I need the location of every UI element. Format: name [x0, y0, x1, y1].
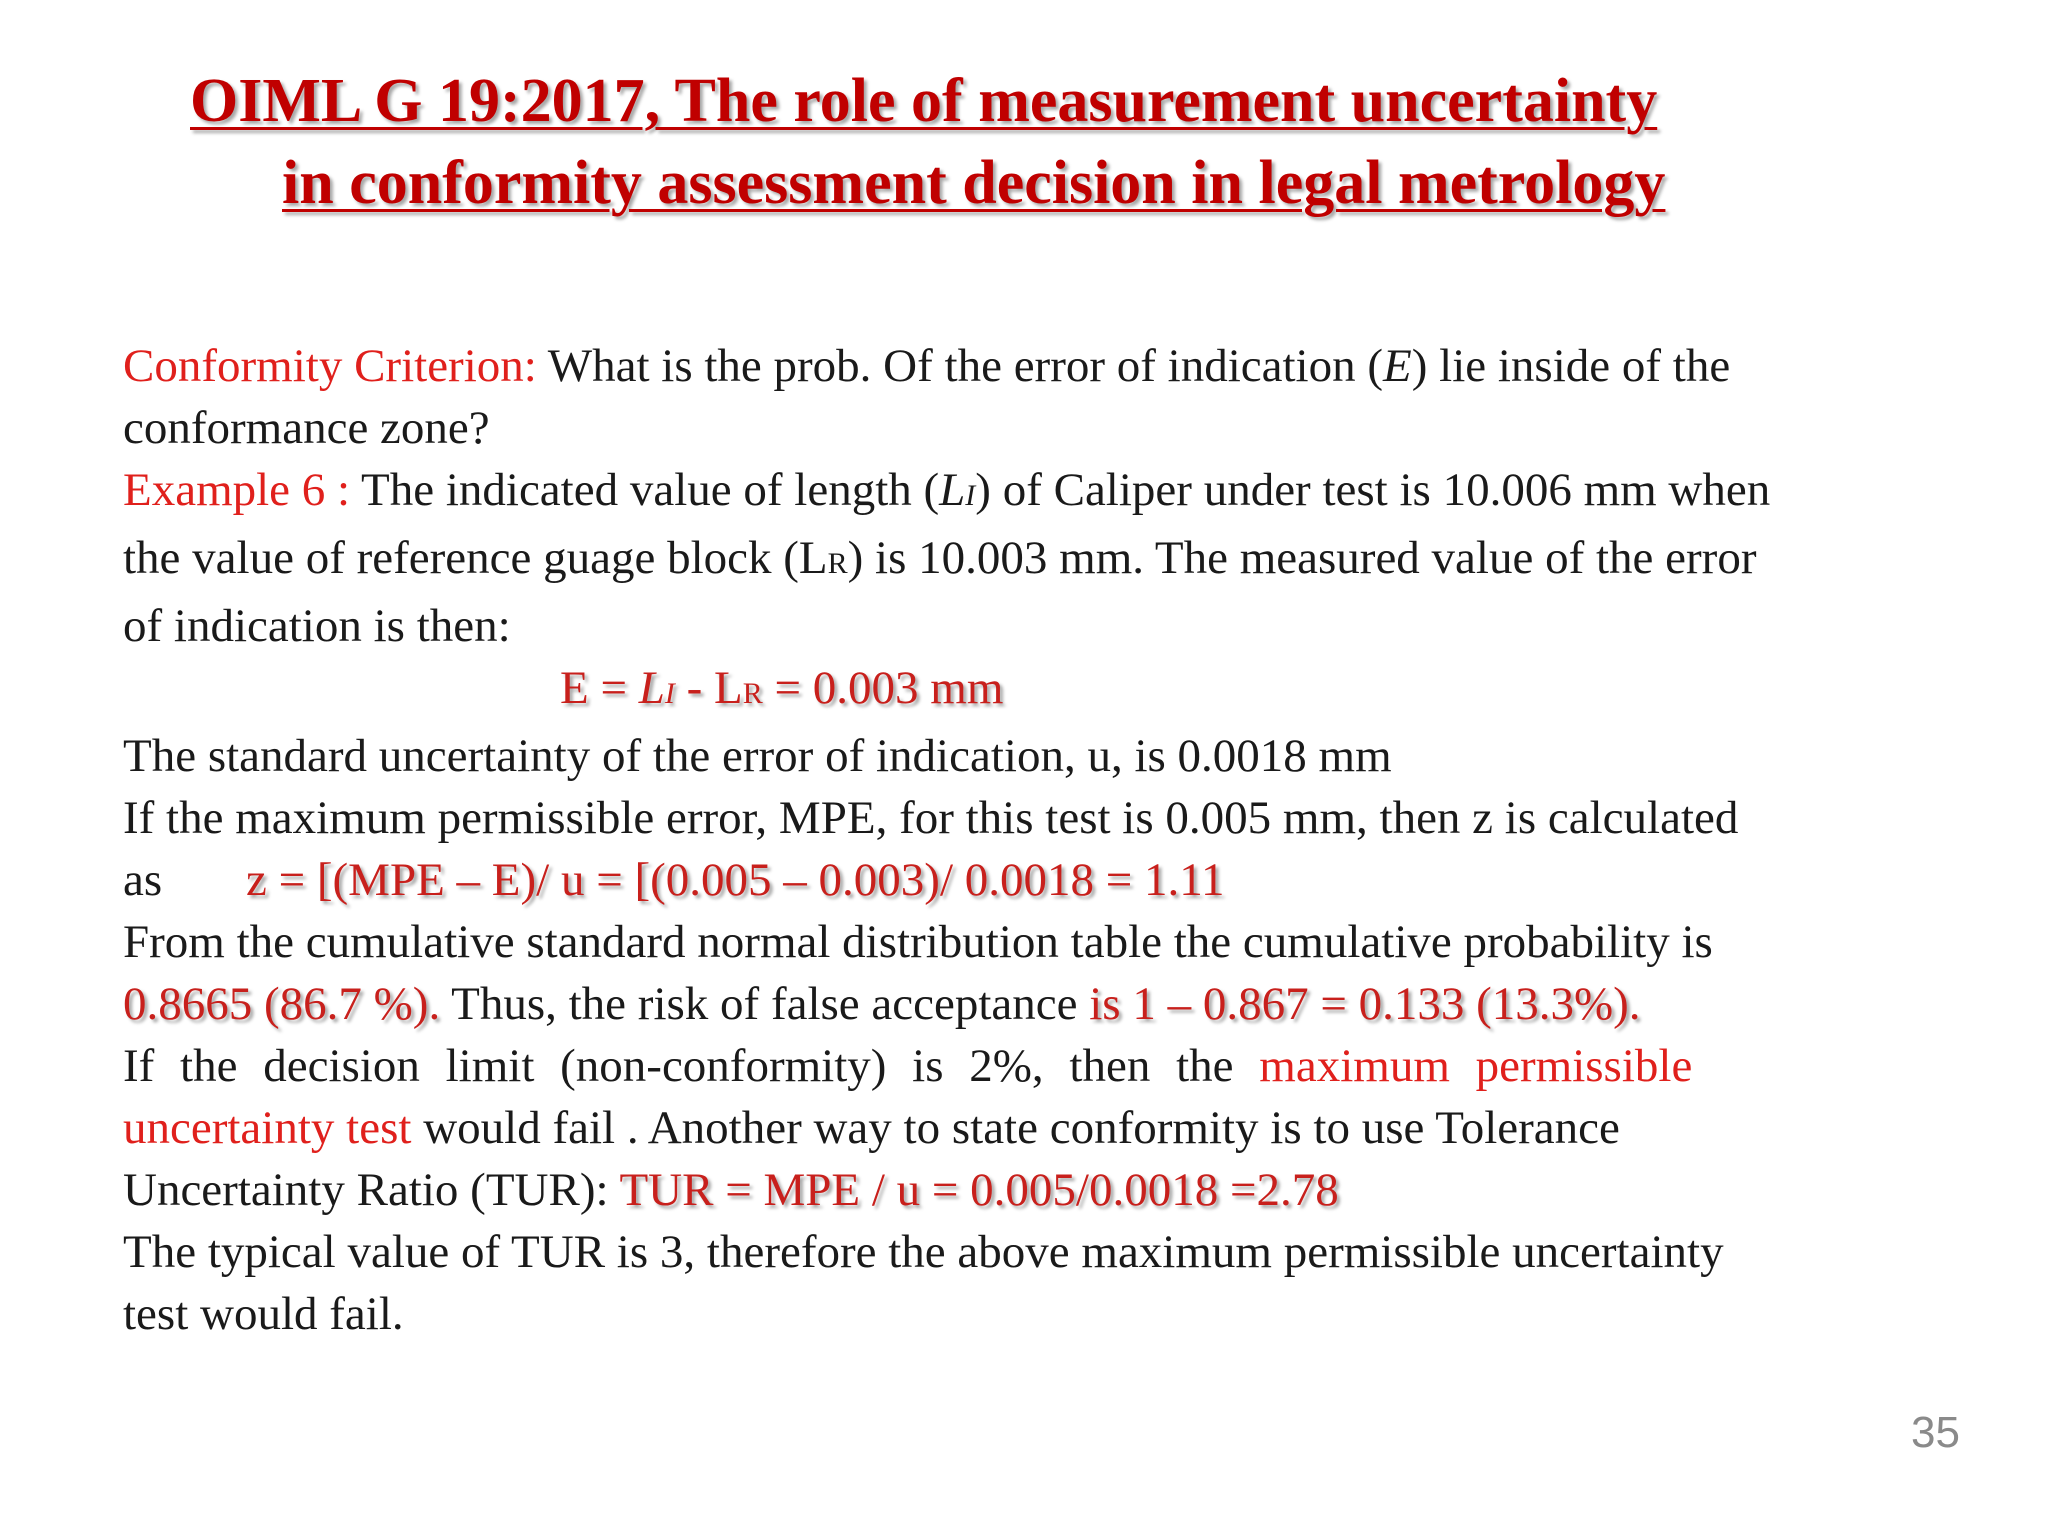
slide-body: [123, 335, 1953, 1345]
decision-text-b: would fail . Another way to state conformity is to use Tolerance: [411, 1102, 1620, 1154]
typical-line-1: The typical value of TUR is 3, therefore the above maximum permissible uncertainty: [123, 1226, 1724, 1278]
decision-line-1: [123, 1035, 1953, 1097]
z-formula: z = [(MPE – E)/ u = [(0.005 – 0.003)/ 0.0018 = 1.11: [246, 854, 1225, 906]
probability-value: 0.8665 (86.7 %).: [123, 978, 441, 1030]
title-line-2: in conformity assessment decision in legal metrology: [282, 149, 1666, 217]
as-word: as: [123, 854, 163, 906]
tur-line: [123, 1159, 1953, 1221]
slide-title: [190, 60, 1890, 224]
criterion-var: E: [1383, 340, 1412, 392]
title-line-1: OIML G 19:2017, The role of measurement uncertainty: [190, 67, 1658, 135]
example-sub-r: R: [827, 547, 848, 580]
criterion-text-b: ) lie inside of the: [1411, 340, 1731, 392]
example-text-c: the value of reference guage block (L: [123, 532, 828, 584]
risk-text: Thus, the risk of false acceptance: [440, 978, 1090, 1030]
error-formula: [123, 657, 1953, 725]
example-var-l: L: [939, 464, 966, 516]
formula-e-sub-i: I: [664, 677, 675, 710]
decision-text-a: If the decision limit (non-conformity) is 2%, then the: [123, 1040, 1260, 1092]
decision-red-text: maximum permissible: [1259, 1040, 1693, 1092]
uncertainty-test-text: uncertainty test: [123, 1102, 412, 1154]
formula-e-part-b: - L: [674, 662, 743, 714]
risk-value: is 1 – 0.867 = 0.133 (13.3%).: [1089, 978, 1641, 1030]
page-number: 35: [1911, 1408, 1960, 1457]
formula-e-var-l: L: [638, 662, 665, 714]
criterion-line-1: [123, 335, 1953, 397]
example-text-b: ) of Caliper under test is 10.006 mm when: [975, 464, 1771, 516]
example-line-2: [123, 527, 1953, 595]
tur-formula: TUR = MPE / u = 0.005/0.0018 =2.78: [619, 1164, 1339, 1216]
tur-text: Uncertainty Ratio (TUR):: [123, 1164, 620, 1216]
example-label: Example 6 :: [123, 464, 351, 516]
mpe-line: If the maximum permissible error, MPE, for this test is 0.005 mm, then z is calculated: [123, 792, 1739, 844]
probability-line: [123, 973, 1953, 1035]
formula-e-part-c: = 0.003 mm: [762, 662, 1004, 714]
z-formula-line: [123, 849, 1953, 911]
formula-e-sub-r: R: [742, 677, 763, 710]
example-line-1: [123, 459, 1953, 527]
cumulative-line: From the cumulative standard normal distribution table the cumulative probability is: [123, 916, 1713, 968]
example-line-3: of indication is then:: [123, 600, 511, 652]
typical-line-2: test would fail.: [123, 1288, 404, 1340]
criterion-line-2: conformance zone?: [123, 402, 490, 454]
formula-e-part-a: E =: [560, 662, 639, 714]
example-text-a: The indicated value of length (: [350, 464, 940, 516]
example-sub-i: I: [965, 479, 976, 512]
decision-line-2: [123, 1097, 1953, 1159]
example-text-d: ) is 10.003 mm. The measured value of the error: [847, 532, 1757, 584]
uncertainty-line: The standard uncertainty of the error of indication, u, is 0.0018 mm: [123, 730, 1392, 782]
criterion-text-a: What is the prob. Of the error of indication (: [536, 340, 1384, 392]
criterion-label: Conformity Criterion:: [123, 340, 537, 392]
